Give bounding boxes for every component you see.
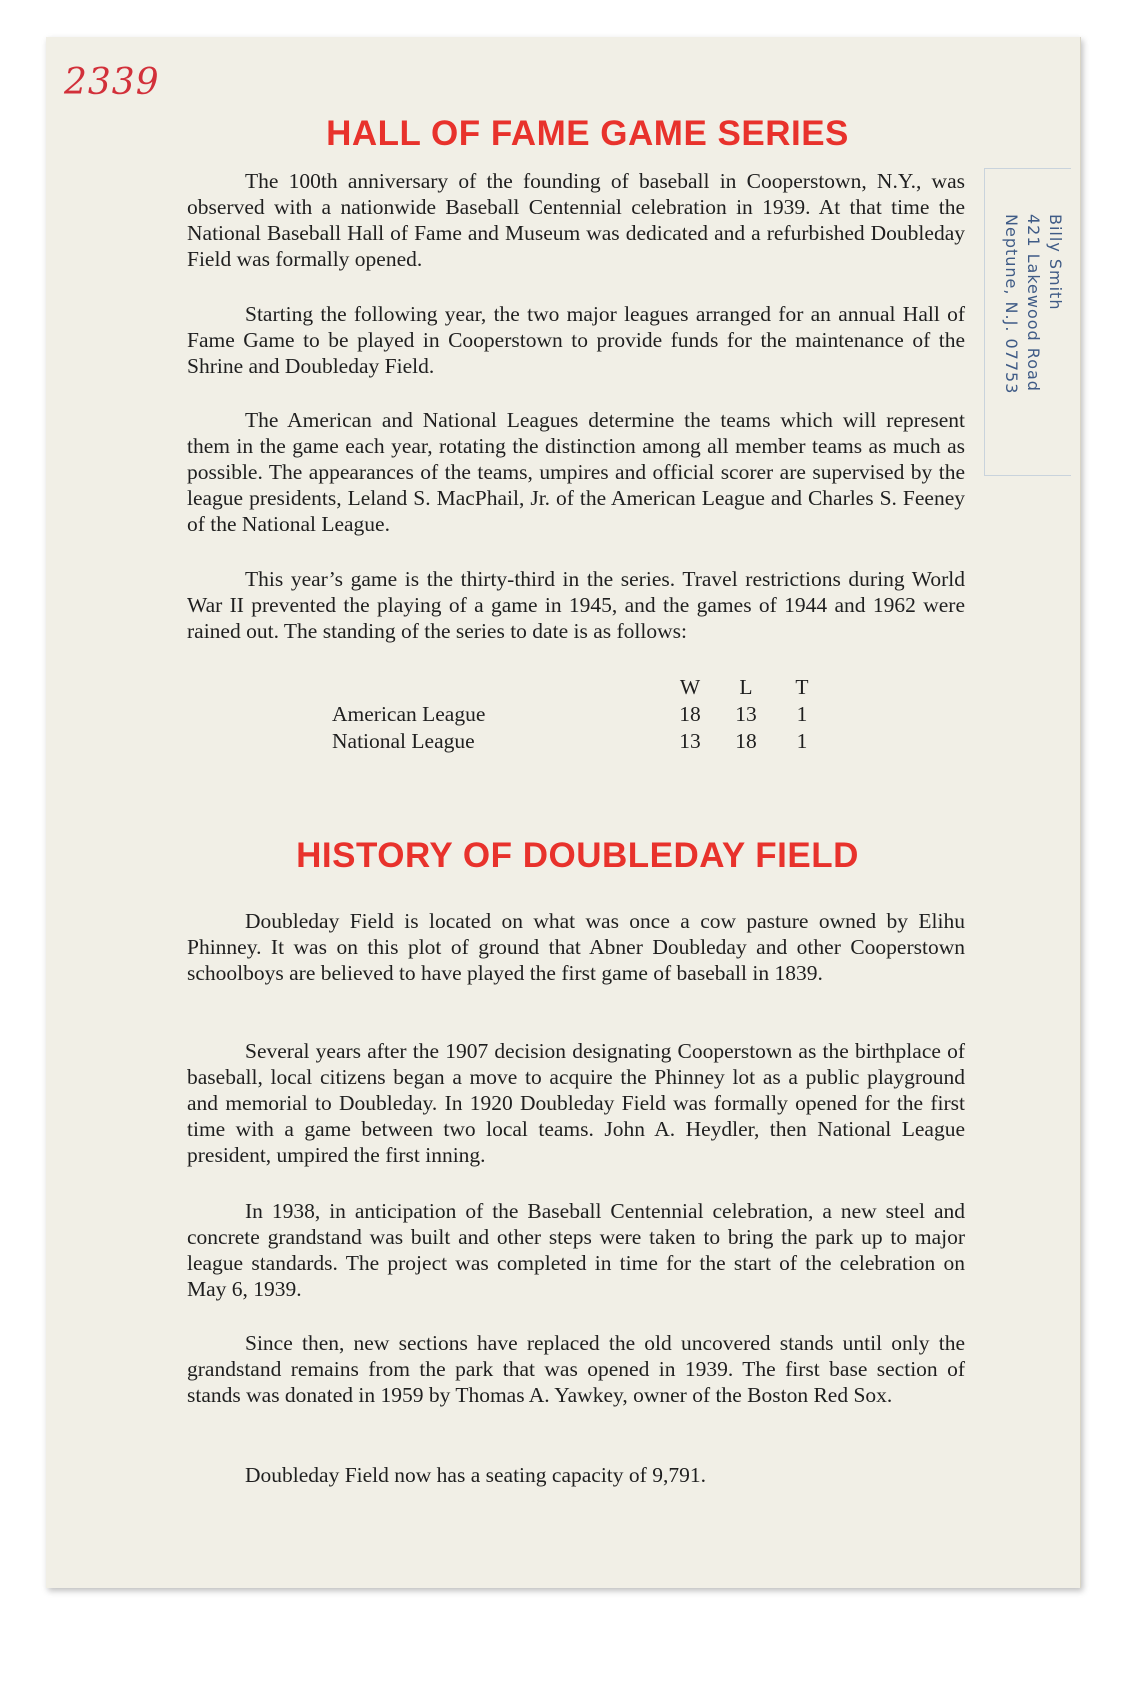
ties-value: 1: [796, 702, 808, 726]
section-heading-hall-of-fame-game-series: HALL OF FAME GAME SERIES: [326, 114, 849, 153]
standings-header-w: W: [679, 675, 701, 699]
standings-row: [332, 728, 830, 755]
paragraph: Doubleday Field is located on what was once a cow pasture owned by Elihu Phinney. It was on this plot of ground that Abner Doubleday and other Cooperstown schoolboys are believed to have played the first game of baseball in 1839.: [187, 909, 965, 985]
losses-value: 18: [735, 729, 757, 753]
address-stamp: [1000, 214, 1066, 394]
stamp-city: Neptune, N.J. 07753: [1002, 214, 1021, 395]
stamp-name: Billy Smith: [1046, 214, 1065, 311]
standings-team-header: [332, 674, 662, 701]
paragraph: Starting the following year, the two major leagues arranged for an annual Hall of Fame Game to be played in Cooperstown to provide funds for the maintenance of the Shrine and Doubleday Field.: [187, 302, 965, 378]
paragraph: Several years after the 1907 decision designating Cooperstown as the birthplace of baseball, local citizens began a move to acquire the Phinney lot as a public playground and memorial to Doubleday. In 1920 Doubleday Field was formally opened for the first time with a game between two local teams. John A. Heydler, then National League president, umpired the first inning.: [187, 1039, 965, 1167]
paragraph: Since then, new sections have replaced the old uncovered stands until only the grandstand remains from the park that was opened in 1939. The first base section of stands was donated in 1959 by Thomas A. Yawkey, owner of the Boston Red Sox.: [187, 1331, 965, 1407]
wins-value: 18: [679, 702, 701, 726]
standings-header-row: [332, 674, 830, 701]
paragraph: The 100th anniversary of the founding of baseball in Cooperstown, N.Y., was observed with a nationwide Baseball Centennial celebration in 1939. At that time the National Baseball Hall of Fame and Museum was dedicated and a refurbished Doubleday Field was formally opened.: [187, 169, 965, 271]
wins-value: 13: [679, 729, 701, 753]
stamp-street: 421 Lakewood Road: [1024, 214, 1043, 392]
losses-value: 13: [735, 702, 757, 726]
standings-row: [332, 701, 830, 728]
standings-header-l: L: [739, 675, 753, 699]
team-name: National League: [332, 729, 475, 753]
paragraph: This year’s game is the thirty-third in the series. Travel restrictions during World War II prevented the playing of a game in 1945, and the games of 1944 and 1962 were rained out. The standing of the series to date is as follows:: [187, 567, 965, 643]
paragraph: In 1938, in anticipation of the Baseball Centennial celebration, a new steel and concrete grandstand was built and other steps were taken to bring the park up to major league standards. The project was completed in time for the start of the celebration on May 6, 1939.: [187, 1199, 965, 1301]
standings-table: [332, 674, 830, 755]
handwritten-note: 2339: [64, 62, 160, 103]
team-name: American League: [332, 702, 486, 726]
paragraph: Doubleday Field now has a seating capacity of 9,791.: [245, 1463, 706, 1487]
section-heading-history-of-doubleday-field: HISTORY OF DOUBLEDAY FIELD: [296, 836, 859, 875]
standings-header-t: T: [795, 675, 809, 699]
paragraph: The American and National Leagues determine the teams which will represent them in the game each year, rotating the distinction among all member teams as much as possible. The appearances of the teams, umpires and official scorer are supervised by the league presidents, Leland S. MacPhail, Jr. of the American League and Charles S. Feeney of the National League.: [187, 408, 965, 536]
ties-value: 1: [796, 729, 808, 753]
